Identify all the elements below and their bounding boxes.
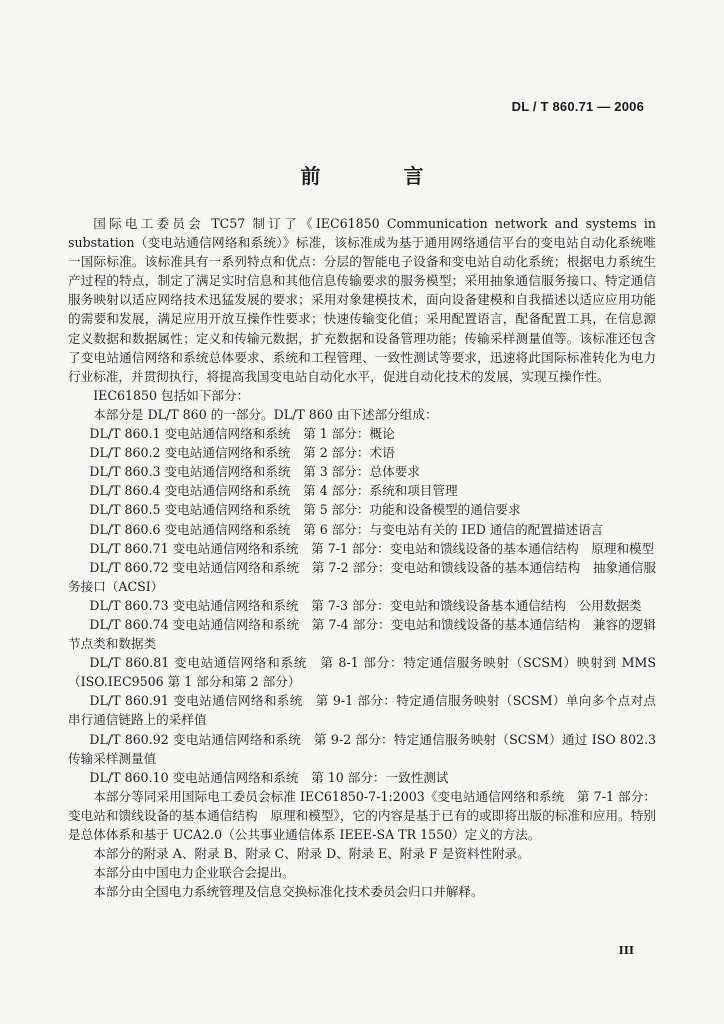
part-item: DL/T 860.2 变电站通信网络和系统 第 2 部分：术语 <box>89 445 395 461</box>
parts-intro: IEC61850 包括如下部分： <box>93 387 250 403</box>
part-item: DL/T 860.81 变电站通信网络和系统 第 8-1 部分：特定通信服务映射（SCSM）映射到 MMS（ISO.IEC9506 第 1 部分和第 2 部分） <box>68 655 656 690</box>
part-item: DL/T 860.73 变电站通信网络和系统 第 7-3 部分：变电站和馈线设备基本通信结构 公用数据类 <box>89 597 642 613</box>
part-item: DL/T 860.5 变电站通信网络和系统 第 5 部分：功能和设备模型的通信要求 <box>89 502 521 518</box>
appendix-note: 本部分的附录 A、附录 B、附录 C、附录 D、附录 E、附录 F 是资料性附录。 <box>93 846 530 862</box>
part-item: DL/T 860.92 变电站通信网络和系统 第 9-2 部分：特定通信服务映射（SCSM）通过 ISO 802.3 传输采样测量值 <box>68 731 656 766</box>
part-item: DL/T 860.91 变电站通信网络和系统 第 9-1 部分：特定通信服务映射（SCSM）单向多个点对点串行通信链路上的采样值 <box>68 693 656 728</box>
part-item: DL/T 860.6 变电站通信网络和系统 第 6 部分：与变电站有关的 IED 通信的配置描述语言 <box>89 521 604 537</box>
proposer-note: 本部分由中国电力企业联合会提出。 <box>93 865 295 881</box>
part-item: DL/T 860.74 变电站通信网络和系统 第 7-4 部分：变电站和馈线设备的基本通信结构 兼容的逻辑节点类和数据类 <box>68 616 656 652</box>
intro-paragraph: 国际电工委员会 TC57 制订了《IEC61850 Communication network and systems in substation（变电站通信网络和系统）》标准，该标准成为基于通用网络通信平台的变电站自动化系统唯一国际标准。该标准具有一系列特点和优点：分层的智能电子设备和变电站自动化系统；根据电力系统生产过程的特点，制定了满足实时信息和其他信息传输要求的服务模型；采用抽象通信服务接口、特定通信服务映射以适应网络技术迅猛发展的要求；采用对象建模技术，面向设备建模和自我描述以适应应用功能的需要和发展，满足应用开放互操作性要求；快速传输变化值；采用配置语言，配备配置工具，在信息源定义数据和数据属性；定义和传输元数据，扩充数据和设备管理功能；传输采样测量值等。该标准还包含了变电站通信网络和系统总体要求、系统和工程管理、一致性测试等要求，迅速将此国际标准转化为电力行业标准，并贯彻执行，将提高我国变电站自动化水平，促进自动化技术的发展，实现互操作性。 <box>68 216 656 384</box>
part-item: DL/T 860.10 变电站通信网络和系统 第 10 部分：一致性测试 <box>89 769 449 785</box>
part-item: DL/T 860.71 变电站通信网络和系统 第 7-1 部分：变电站和馈线设备的基本通信结构 原理和模型 <box>89 540 655 556</box>
page-title: 前 言 <box>300 164 462 188</box>
part-item: DL/T 860.4 变电站通信网络和系统 第 4 部分：系统和项目管理 <box>89 483 458 499</box>
foreword-body <box>68 214 656 901</box>
part-item: DL/T 860.3 变电站通信网络和系统 第 3 部分：总体要求 <box>89 464 420 480</box>
adoption-paragraph: 本部分等同采用国际电工委员会标准 IEC61850-7-1:2003《变电站通信网络和系统 第 7-1 部分：变电站和馈线设备的基本通信结构 原理和模型》，它的内容是基于已有的或即将出版的标准和应用。特别是总体体系和基于 UCA2.0（公共事业通信体系 IEEE-SA TR 1550）定义的方法。 <box>68 788 656 842</box>
part-item: DL/T 860.72 变电站通信网络和系统 第 7-2 部分：变电站和馈线设备的基本通信结构 抽象通信服务接口（ACSI） <box>68 559 656 594</box>
page-number: III <box>618 944 634 957</box>
document-code: DL / T 860.71 — 2006 <box>511 99 644 114</box>
series-intro: 本部分是 DL/T 860 的一部分。DL/T 860 由下述部分组成： <box>93 406 438 422</box>
committee-note: 本部分由全国电力系统管理及信息交换标准化技术委员会归口并解释。 <box>93 884 484 900</box>
part-item: DL/T 860.1 变电站通信网络和系统 第 1 部分：概论 <box>89 426 395 442</box>
